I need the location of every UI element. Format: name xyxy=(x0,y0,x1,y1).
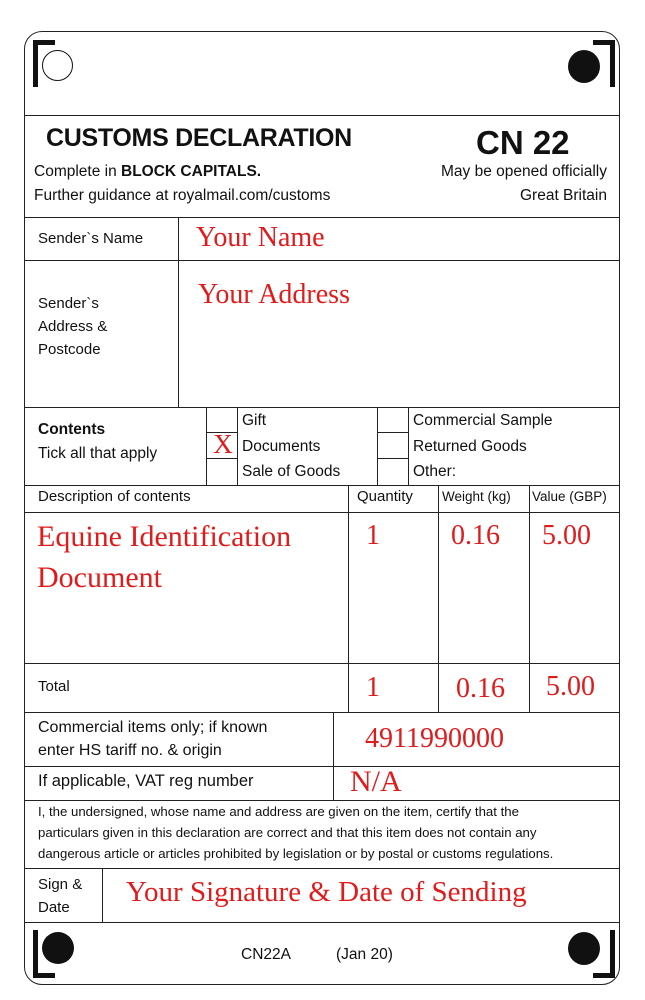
total-quantity[interactable]: 1 xyxy=(366,672,380,703)
option-gift-label: Gift xyxy=(242,412,267,429)
declaration-line3: dangerous article or articles prohibited by legislation or by postal or customs regulations. xyxy=(38,846,554,861)
checkbox-other[interactable] xyxy=(378,459,408,484)
instruction-bold: BLOCK CAPITALS. xyxy=(121,163,262,180)
item-value[interactable]: 5.00 xyxy=(542,520,591,551)
column-header-value: Value (GBP) xyxy=(532,489,607,504)
option-commercial-sample-label: Commercial Sample xyxy=(413,412,553,429)
item-quantity[interactable]: 1 xyxy=(366,520,380,551)
option-sale-of-goods-label: Sale of Goods xyxy=(242,463,341,480)
signature-field[interactable]: Your Signature & Date of Sending xyxy=(126,876,527,908)
form-edition: (Jan 20) xyxy=(336,946,393,963)
divider xyxy=(348,485,349,712)
sender-address-field[interactable]: Your Address xyxy=(198,279,350,310)
sign-label-line2: Date xyxy=(38,899,70,916)
checkbox-commercial-sample[interactable] xyxy=(378,408,408,432)
checkbox-returned-goods[interactable] xyxy=(378,433,408,458)
divider xyxy=(529,485,530,712)
hs-tariff-label-line1: Commercial items only; if known xyxy=(38,719,268,736)
contents-sublabel: Tick all that apply xyxy=(38,445,158,462)
sender-address-label-line2: Address & xyxy=(38,318,108,335)
divider xyxy=(24,800,620,801)
divider xyxy=(24,712,620,713)
opened-note: May be opened officially xyxy=(440,163,607,180)
divider xyxy=(24,115,620,116)
country: Great Britain xyxy=(519,187,607,204)
sign-label-line1: Sign & xyxy=(38,876,83,893)
total-value[interactable]: 5.00 xyxy=(546,671,595,702)
registration-circle-hollow-icon xyxy=(42,50,73,81)
divider xyxy=(24,512,620,513)
divider xyxy=(24,663,620,664)
declaration-line2: particulars given in this declaration are correct and that this item does not contain any xyxy=(38,825,537,840)
block-capitals-instruction xyxy=(34,163,261,181)
checkbox-sale-of-goods[interactable] xyxy=(207,459,237,484)
vat-field[interactable]: N/A xyxy=(350,765,402,798)
divider xyxy=(24,217,620,218)
divider xyxy=(333,712,334,800)
hs-tariff-field[interactable]: 4911990000 xyxy=(365,723,504,754)
registration-circle-filled-icon xyxy=(568,50,600,83)
divider xyxy=(24,407,620,408)
divider xyxy=(408,407,409,485)
declaration-line1: I, the undersigned, whose name and address are given on the item, certify that the xyxy=(38,804,519,819)
sender-address-label-line3: Postcode xyxy=(38,341,101,358)
sender-name-field[interactable]: Your Name xyxy=(196,222,325,253)
total-label: Total xyxy=(38,678,70,695)
item-description-line2[interactable]: Document xyxy=(37,561,162,594)
registration-circle-filled-icon xyxy=(42,932,74,964)
form-title: CUSTOMS DECLARATION xyxy=(46,124,352,152)
divider xyxy=(24,766,620,767)
divider xyxy=(24,922,620,923)
divider xyxy=(24,868,620,869)
total-weight[interactable]: 0.16 xyxy=(456,673,505,704)
divider xyxy=(24,260,620,261)
column-header-quantity: Quantity xyxy=(357,488,413,505)
instruction-prefix: Complete in xyxy=(34,163,122,180)
registration-circle-filled-icon xyxy=(568,932,600,965)
guidance-text: Further guidance at royalmail.com/customs xyxy=(34,187,331,204)
checkbox-documents[interactable]: X xyxy=(213,429,233,459)
sender-address-label-line1: Sender`s xyxy=(38,295,99,312)
item-weight[interactable]: 0.16 xyxy=(451,520,500,551)
form-code: CN 22 xyxy=(476,124,570,161)
option-returned-goods-label: Returned Goods xyxy=(413,438,527,455)
item-description-line1[interactable]: Equine Identification xyxy=(37,520,292,553)
divider xyxy=(178,217,179,407)
form-id: CN22A xyxy=(241,946,291,963)
option-other-label: Other: xyxy=(413,463,457,480)
hs-tariff-label-line2: enter HS tariff no. & origin xyxy=(38,742,222,759)
column-header-description: Description of contents xyxy=(38,488,191,505)
divider xyxy=(24,485,620,486)
vat-label: If applicable, VAT reg number xyxy=(38,772,254,790)
option-documents-label: Documents xyxy=(242,438,321,455)
sender-name-label: Sender`s Name xyxy=(38,230,144,247)
divider xyxy=(102,868,103,922)
contents-label: Contents xyxy=(38,421,106,438)
divider xyxy=(438,485,439,712)
column-header-weight: Weight (kg) xyxy=(442,489,511,504)
